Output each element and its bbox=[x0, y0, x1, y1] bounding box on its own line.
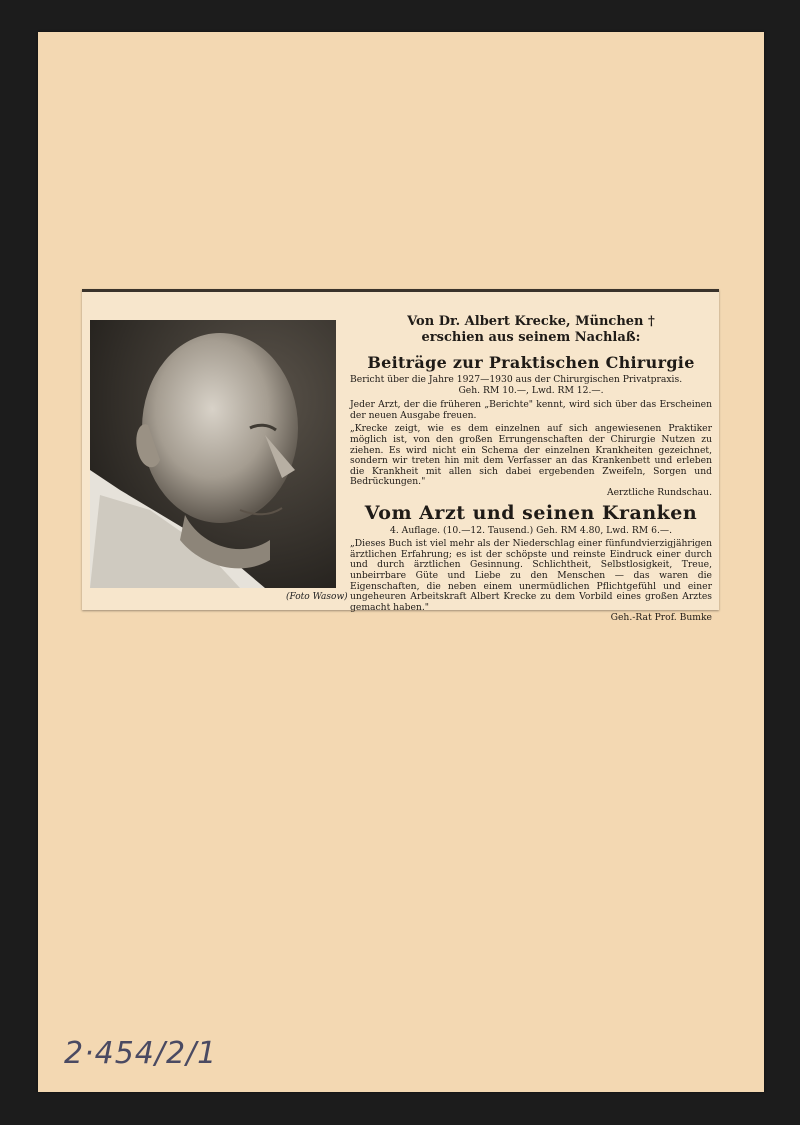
posthumous-line: erschien aus seinem Nachlaß: bbox=[421, 330, 641, 345]
book2-edition: 4. Auflage. (10.—12. Tausend.) Geh. RM 4.80, Lwd. RM 6.—. bbox=[390, 524, 672, 536]
book1-title: Beiträge zur Praktischen Chirurgie bbox=[367, 353, 695, 372]
book1-paragraph-1: Jeder Arzt, der die früheren „Berichte" kennt, wird sich über das Erscheinen der neuen Ausgabe freuen. bbox=[350, 399, 712, 421]
newspaper-clipping bbox=[82, 289, 719, 624]
book2-title: Vom Arzt und seinen Kranken bbox=[364, 501, 698, 524]
book1-price: Geh. RM 10.—, Lwd. RM 12.—. bbox=[458, 384, 604, 396]
archive-number: 2·454/2/1 bbox=[64, 1036, 218, 1071]
book1-source: Aerztliche Rundschau. bbox=[606, 486, 712, 498]
portrait-photo bbox=[90, 320, 336, 588]
book1-subtitle: Bericht über die Jahre 1927—1930 aus der Chirurgischen Privatpraxis. bbox=[350, 374, 683, 385]
photo-credit: (Foto Wasow) bbox=[286, 592, 348, 602]
book2-quote: „Dieses Buch ist viel mehr als der Niederschlag einer fünfundvierzigjährigen ärztlichen Erfahrung; es ist der schöpste und reinste Eindruck einer durch und durch ärztlichen Gesinnung. Schlichtheit, Selbstlosigkeit, Treue, unbeirrbare Güte und Liebe zu den Menschen — das waren die Eigenschaften, die neben einem unermüdlichen Pflichtgefühl und einer ungeheuren Arbeitskraft Albert Krecke zu dem Vorbild eines großen Arztes gemacht haben." bbox=[350, 538, 712, 613]
book2-source: Geh.-Rat Prof. Bumke bbox=[610, 612, 712, 624]
author-line: Von Dr. Albert Krecke, München † bbox=[407, 314, 655, 329]
text-column bbox=[350, 314, 712, 624]
book1-paragraph-2: „Krecke zeigt, wie es dem einzelnen auf sich angewiesenen Praktiker möglich ist, von den großen Errungenschaften der Chirurgie Nutzen zu ziehen. Es wird nicht ein Schema der einzelnen Krankheiten gezeichnet, sondern wir treten hin mit dem Verfasser an das Krankenbett und erleben die Krankheit mit allen sich dabei ergebenden Zweifeln, Sorgen und Bedrückungen." bbox=[350, 423, 712, 488]
